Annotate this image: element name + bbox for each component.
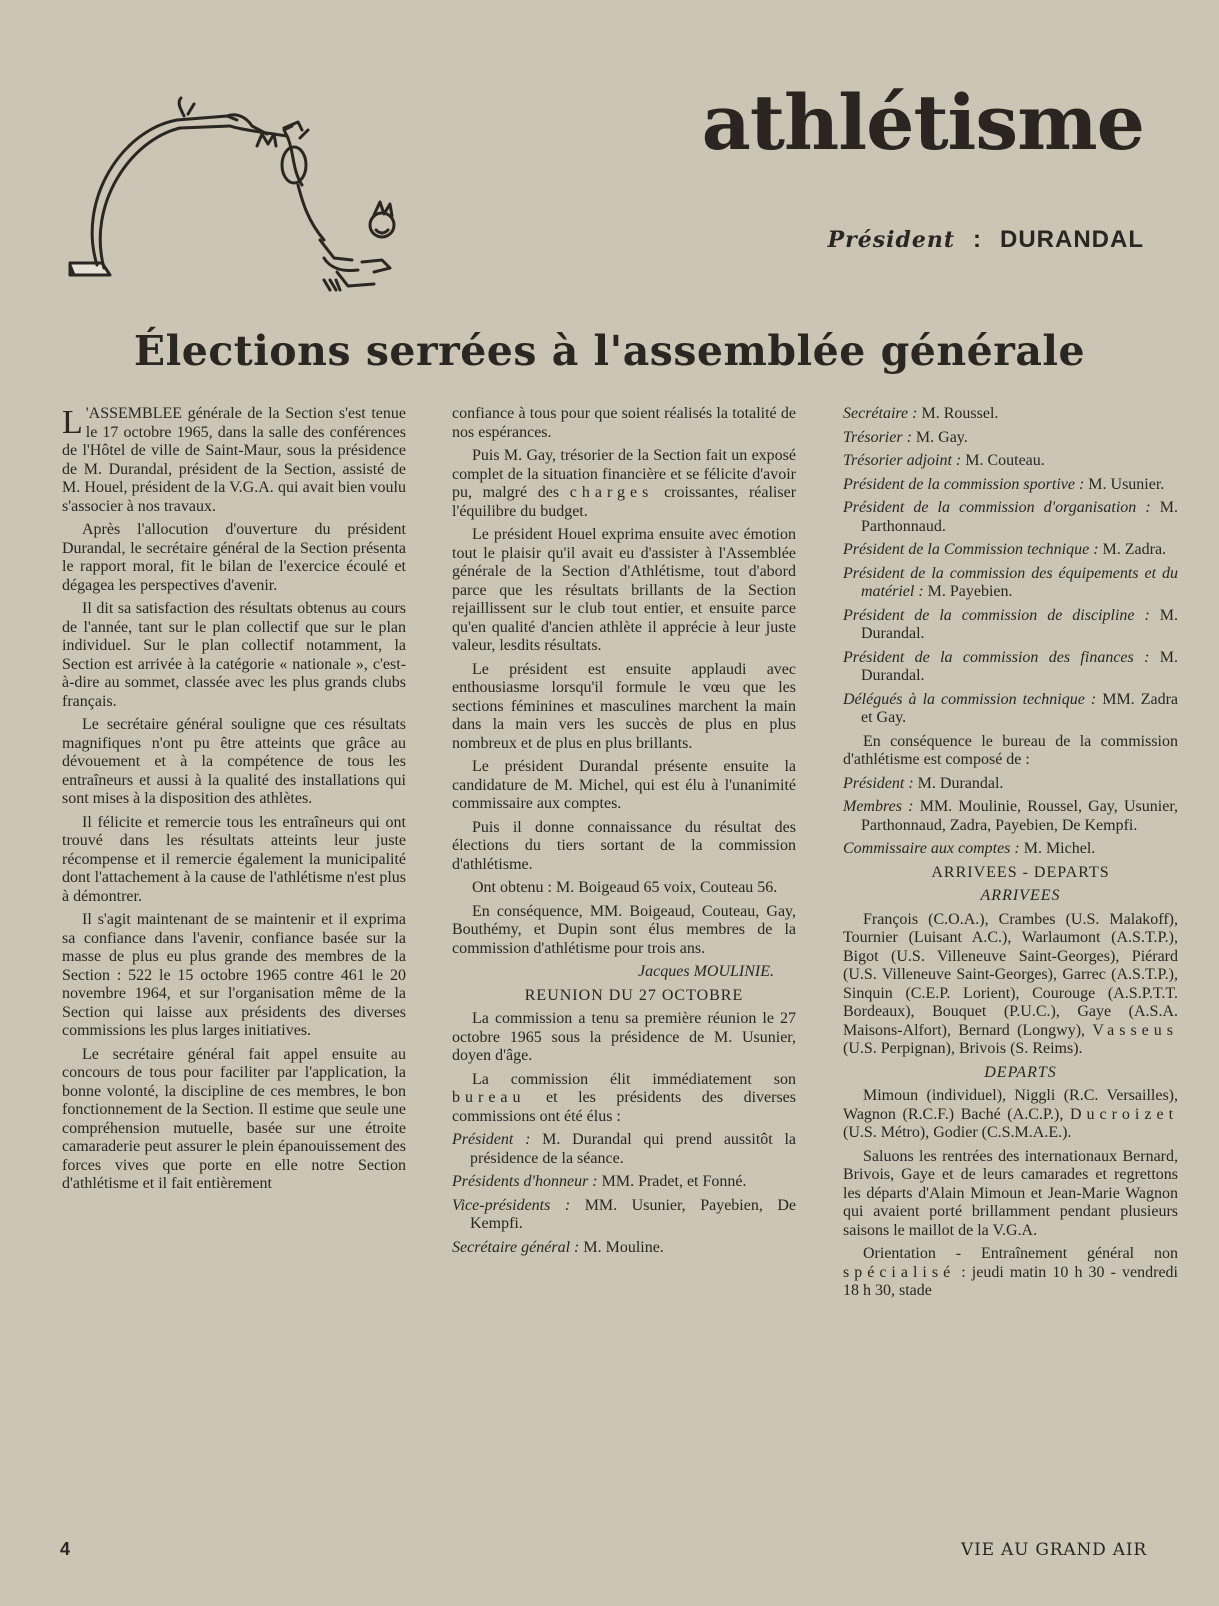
paragraph: Puis il donne connaissance du résultat des élections du tiers sortant de la commission d'athlétisme. <box>452 818 796 873</box>
paragraph: Le secrétaire général souligne que ces résultats magnifiques n'ont pu être atteints que grâce au dévouement et à la compétence de tous les entraîneurs et aussi à la qualité des installations qui sont mises à la disposition des athlètes. <box>62 716 406 807</box>
page-number: 4 <box>60 1539 71 1559</box>
role-entry: Secrétaire : M. Roussel. <box>843 405 999 422</box>
president-colon: : <box>973 226 983 253</box>
role-entry: Délégués à la commission technique : MM. Zadra et Gay. <box>843 690 1179 726</box>
transfers-title: ARRIVEES - DEPARTS <box>931 863 1110 881</box>
paragraph: Ont obtenu : M. Boigeaud 65 voix, Couteau 56. <box>472 879 778 896</box>
magazine-name: VIE AU GRAND AIR <box>961 1540 1147 1560</box>
paragraph: confiance à tous pour que soient réalisés la totalité de nos espérances. <box>452 405 796 441</box>
paragraph: Après l'allocution d'ouverture du président Durandal, le secrétaire général de la Section présenta le rapport moral, fit le bilan de l'exercice écoulé et dégagea les perspectives d'avenir. <box>62 521 406 594</box>
paragraph: Orientation - Entraînement général non spécialisé : jeudi matin 10 h 30 - vendredi 18 h 30, stade <box>843 1245 1178 1299</box>
article-column-2 <box>452 405 796 1262</box>
role-entry: Secrétaire général : M. Mouline. <box>452 1238 664 1256</box>
paragraph: La commission élit immédiatement son bureau et les présidents des diverses commissions ont été élus : <box>452 1070 797 1125</box>
paragraph: Le président Houel exprima ensuite avec émotion tout le plaisir qu'il avait eu d'assister à l'Assemblée générale de la Section d'Athlétisme, tout d'abord parce que les résultats brillants de la Section rejaillissent sur le club tout entier, et ensuite parce qu'en qualité d'ancien athlète il apprécie à leur juste valeur, lesdits résultats. <box>452 526 796 654</box>
paragraph: Puis M. Gay, trésorier de la Section fait un exposé complet de la situation financière et se félicite d'avoir pu, malgré des charges croissantes, réaliser l'équilibre du budget. <box>452 447 797 520</box>
president-name: DURANDAL <box>1000 226 1144 253</box>
role-entry: Commissaire aux comptes : M. Michel. <box>843 840 1096 857</box>
arrivals-list: François (C.O.A.), Crambes (U.S. Malakoff), Tournier (Luisant A.C.), Warlaumont (A.S.T.P.), Bigot (U.S. Villeneuve Saint-Georges), Piérard (U.S. Villeneuve Saint-Georges), Garrec (A.S.T.P.), Sinquin (C.E.P. Lorient), Courouge (A.S.P.T.T. Bordeaux), Bouquet (P.U.C.), Gaye (A.S.A. Maisons-Alfort), Bernard (Longwy), Vasseus (U.S. Perpignan), Brivois (S. Reims). <box>843 910 1179 1057</box>
article-column-1 <box>62 405 406 1199</box>
signature: Jacques MOULINIE. <box>638 963 774 980</box>
section-title: athlétisme <box>701 78 1144 167</box>
role-entry: Président de la commission de discipline : M. Durandal. <box>843 606 1179 642</box>
paragraph: La commission a tenu sa première réunion le 27 octobre 1965 sous la présidence de M. Usunier, doyen d'âge. <box>452 1010 796 1064</box>
role-entry: Président de la commission sportive : M. Usunier. <box>843 475 1165 493</box>
paragraph: Saluons les rentrées des internationaux Bernard, Brivois, Gaye et de leurs camarades et regrettons les départs d'Alain Mimoun et Jean-Marie Wagnon qui avaient porté brillamment pendant plusieurs saisons le maillot de la V.G.A. <box>843 1147 1178 1239</box>
article-column-3 <box>843 405 1178 1306</box>
role-entry: Président de la commission d'organisation : M. Parthonnaud. <box>843 499 1179 535</box>
role-entry: Présidents d'honneur : MM. Pradet, et Fonné. <box>452 1173 747 1190</box>
role-entry: Président de la commission des finances : M. Durandal. <box>843 648 1178 684</box>
role-entry: Président : M. Durandal qui prend aussitôt la présidence de la séance. <box>452 1131 797 1167</box>
role-entry: Président de la Commission technique : M. Zadra. <box>843 541 1167 558</box>
paragraph: Le président Durandal présente ensuite la candidature de M. Michel, qui est élu à l'unanimité commissaire aux comptes. <box>452 758 796 812</box>
role-entry: Membres : MM. Moulinie, Roussel, Gay, Usunier, Parthonnaud, Zadra, Payebien, De Kempfi. <box>843 798 1179 834</box>
paragraph: Le président est ensuite applaudi avec enthousiasme lorsqu'il formule le vœu que les sections féminines et masculines marchent la main dans la main vers les succès de plus en plus nombreux et de plus en plus brillants. <box>452 660 796 752</box>
president-line <box>828 226 1144 254</box>
drop-cap: L <box>62 404 83 441</box>
paragraph: En conséquence, MM. Boigeaud, Couteau, Gay, Bouthémy, et Dupin sont élus membres de la commission d'athlétisme pour trois ans. <box>452 902 796 957</box>
role-entry: Trésorier : M. Gay. <box>843 428 968 446</box>
paragraph: Il s'agit maintenant de se maintenir et il exprima sa confiance dans l'avenir, confiance basée sur la masse de plus eu plus grande des membres de la Section : 522 le 15 octobre 1965 contre 461 le 20 novembre 1964, et sur l'organisation même de la Section qui laisse aux présidents des diverses commissions les plus larges initiatives. <box>62 911 406 1039</box>
role-entry: Président de la commission des équipements et du matériel : M. Payebien. <box>843 564 1178 600</box>
paragraph: L 'ASSEMBLEE générale de la Section s'est tenue le 17 octobre 1965, dans la salle des conférences de l'Hôtel de ville de Saint-Maur, sous la présidence de M. Durandal, président de la Section, assisté de M. Houel, président de la V.G.A. qui avait bien voulu s'associer à nos travaux. <box>62 404 406 515</box>
arrivals-title: ARRIVEES <box>980 887 1061 904</box>
departures-list: Mimoun (individuel), Niggli (R.C. Versailles), Wagnon (R.C.F.) Baché (A.C.P.), Ducroizet (U.S. Métro), Godier (C.S.M.A.E.). <box>843 1087 1179 1141</box>
role-entry: Président : M. Durandal. <box>843 774 1004 792</box>
paragraph: Le secrétaire général fait appel ensuite au concours de tous pour faciliter par l'application, la bonne volonté, la discipline de ces membres, le bon fonctionnement de la Section. Il estime que seule une compréhension mutuelle, basée sur une étroite camaraderie peut assurer le plein épanouissement des forces vives que porte en elle notre Section d'athlétisme et il fait entièrement <box>62 1045 406 1192</box>
article-headline: Élections serrées à l'assemblée générale <box>133 327 1086 375</box>
role-entry: Vice-présidents : MM. Usunier, Payebien, De Kempfi. <box>452 1196 797 1232</box>
departures-title: DEPARTS <box>984 1063 1057 1081</box>
paragraph: Il félicite et remercie tous les entraîneurs qui ont trouvé dans les résultats atteints leur juste récompense et il remercie également la municipalité dont l'attachement à la cause de l'athlétisme n'est plus à démontrer. <box>62 813 406 905</box>
paragraph: En conséquence le bureau de la commission d'athlétisme est composé de : <box>843 732 1178 768</box>
meeting-title: REUNION DU 27 OCTOBRE <box>524 986 744 1004</box>
paragraph: Il dit sa satisfaction des résultats obtenus au cours de l'année, tant sur le plan collectif que sur le plan individuel. Sur le plan collectif notamment, la Section est arrivée à la catégorie « nationale », c'est-à-dire au sommet, classée avec les plus grands clubs français. <box>62 600 406 710</box>
president-label: Président <box>827 227 956 253</box>
pole-vault-illustration <box>62 90 422 320</box>
role-entry: Trésorier adjoint : M. Couteau. <box>843 452 1045 469</box>
